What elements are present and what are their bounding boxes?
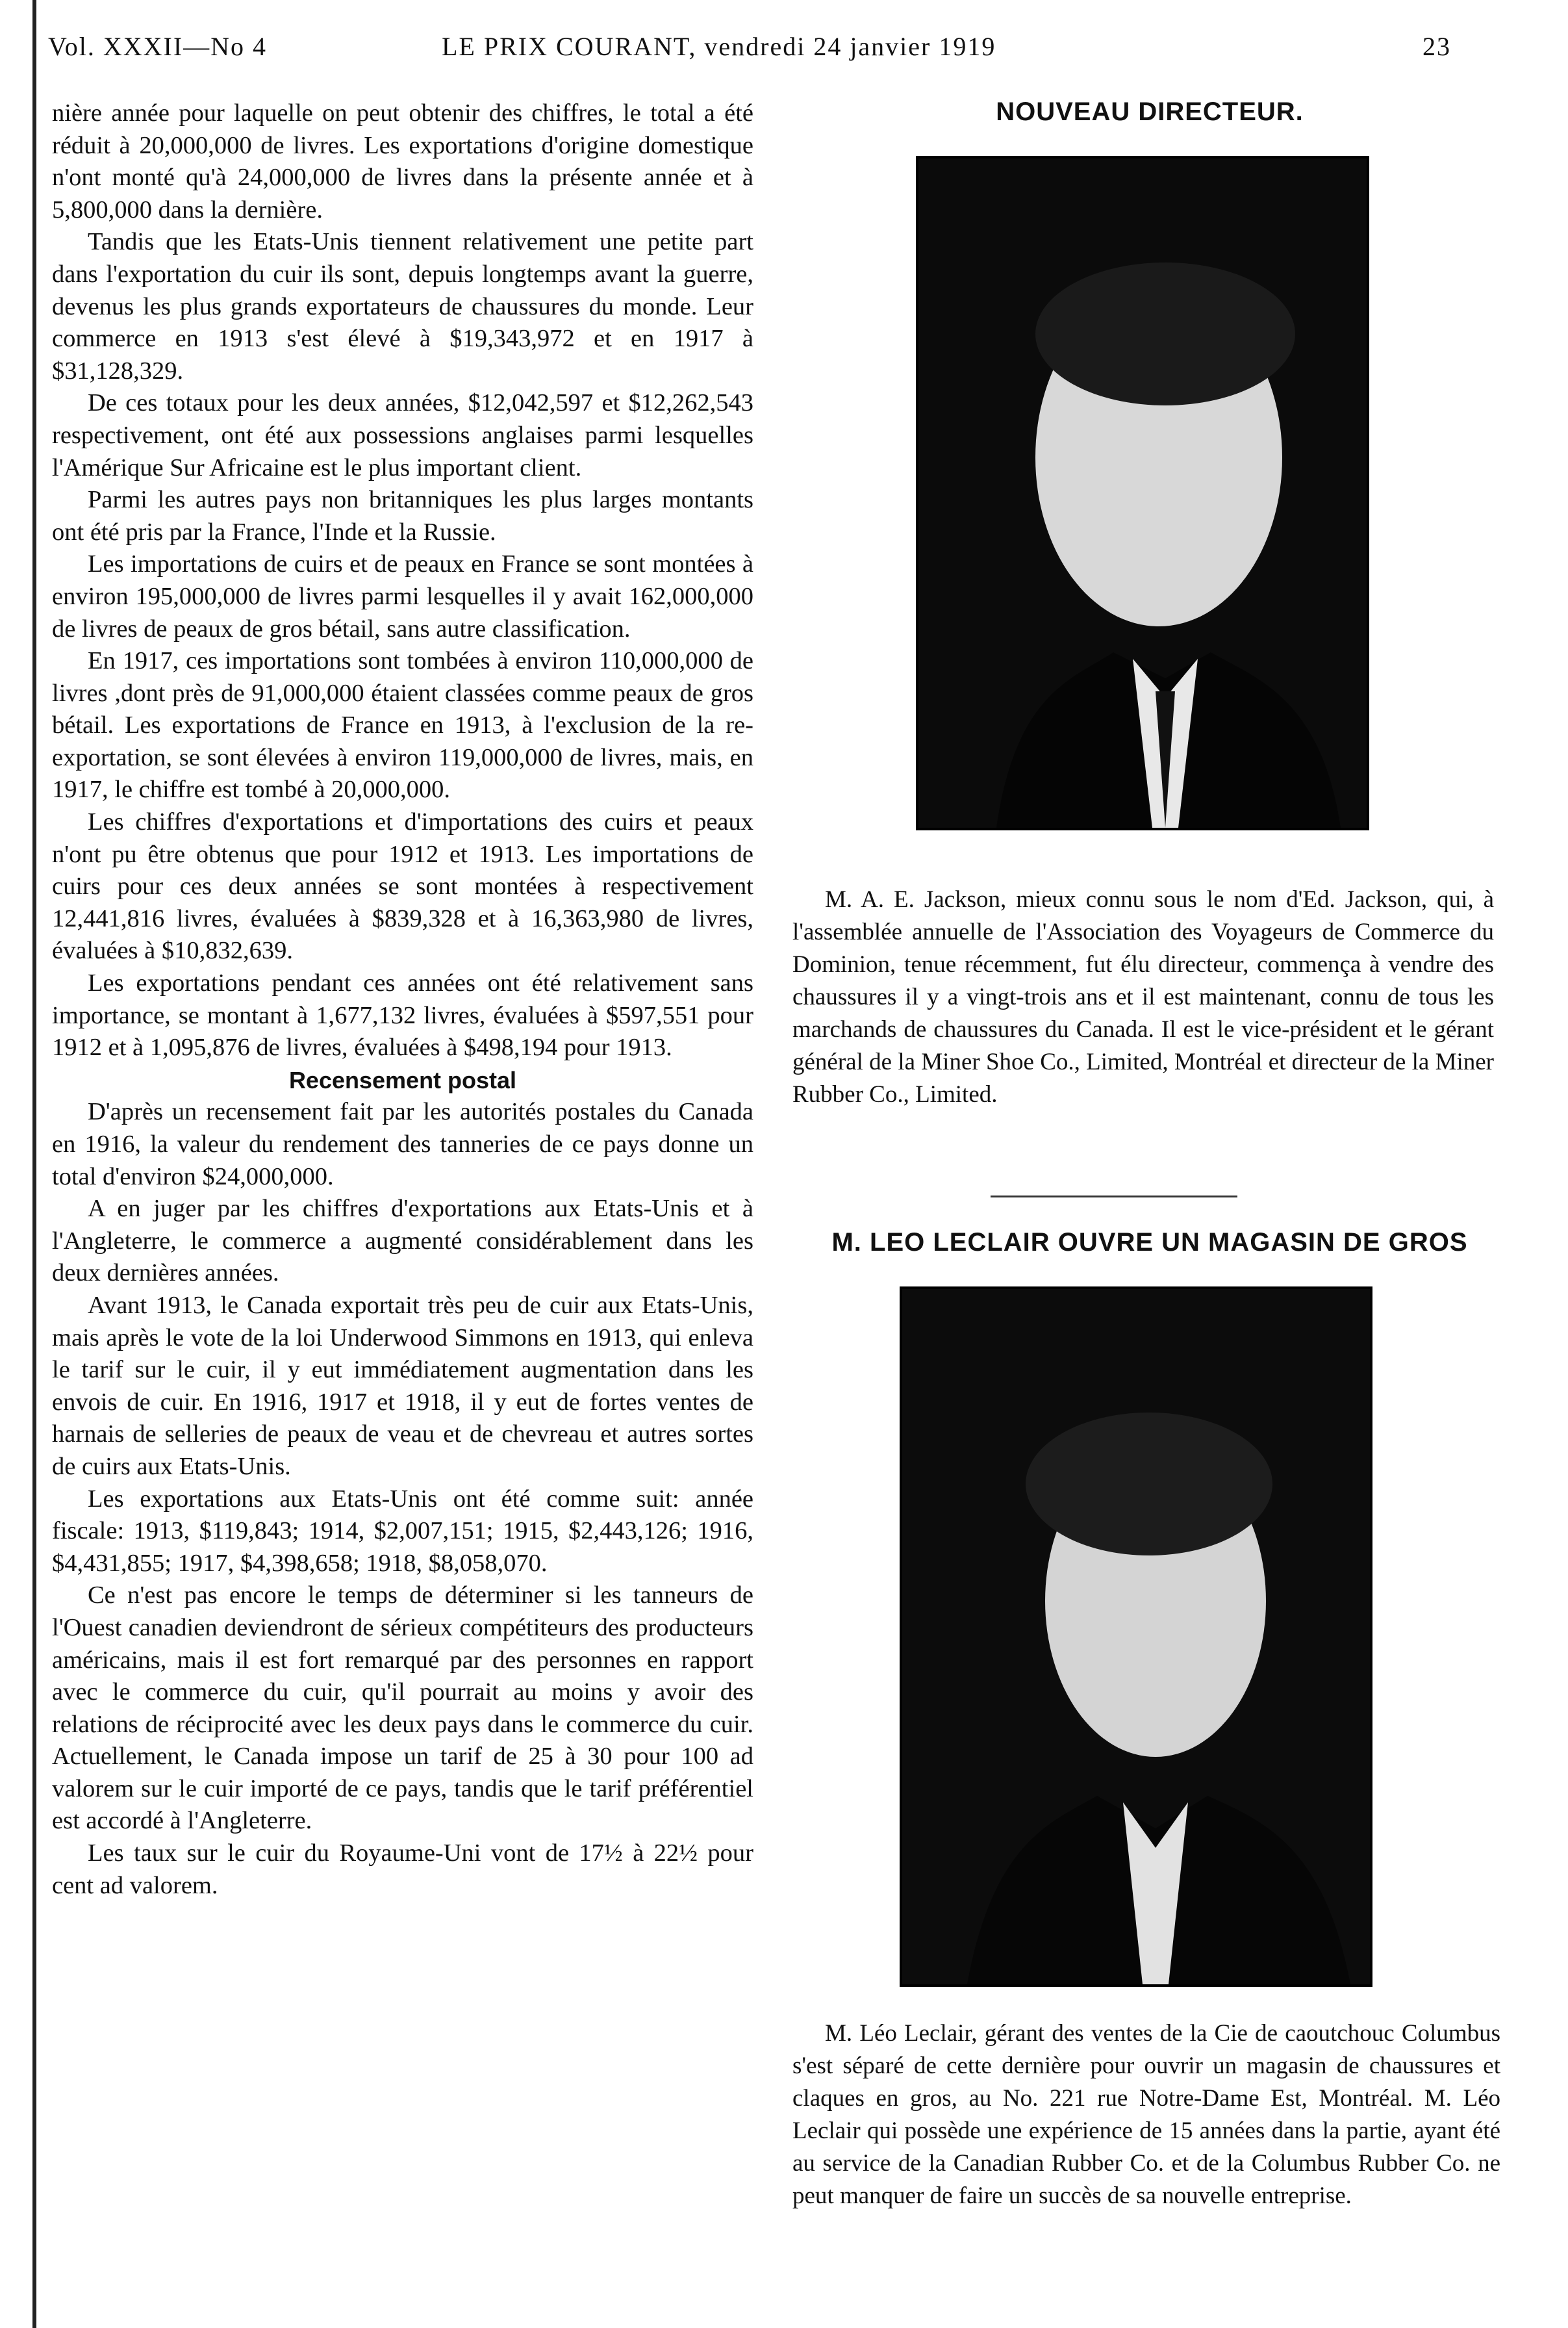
paragraph: En 1917, ces importations sont tombées à environ 110,000,000 de livres ,dont près de 91,000,000 étaient classées comme peaux de gros bétail. Les exportations de France en 1913, à l'exclusion de la re-exportation, se sont élevées à environ 119,000,000 de livres, mais, en 1917, le chiffre est tombé à 20,000,000. bbox=[52, 647, 753, 804]
paragraph: Ce n'est pas encore le temps de déterminer si les tanneurs de l'Ouest canadien deviendront de sérieux compétiteurs des producteurs américains, mais il est fort remarqué par des personnes en rapport avec le commerce du cuir, qu'il pourrait au moins y avoir des relations de réciprocité avec les deux pays dans le commerce du cuir. Actuellement, le Canada impose un tarif de 25 à 30 pour 100 ad valorem sur le cuir importé de ce pays, tandis que le tarif préférentiel est accordé à l'Angleterre. bbox=[52, 1581, 753, 1835]
paragraph: Parmi les autres pays non britanniques les plus larges montants ont été pris par la France, l'Inde et la Russie. bbox=[52, 486, 753, 546]
volume-label: Vol. XXXII—No 4 bbox=[48, 32, 268, 61]
paragraph: Avant 1913, le Canada exportait très peu de cuir aux Etats-Unis, mais après le vote de la loi Underwood Simmons en 1913, qui enleva le tarif sur le cuir, il y eut immédiatement augmentation dans les envois de cuir. En 1916, 1917 et 1918, il y eut de fortes ventes de harnais de selleries de peaux de veau et de chevreau et autres sortes de cuirs aux Etats-Unis. bbox=[52, 1291, 753, 1480]
portrait-leclair-graphic bbox=[902, 1289, 1370, 1984]
paragraph: Les chiffres d'exportations et d'importations des cuirs et peaux n'ont pu être obtenus que pour 1912 et 1913. Les importations de cuirs pour ces deux années se sont montées à respectivement 12,441,816 livres, évaluées à $839,328 et à 16,363,980 de livres, évaluées à $10,832,639. bbox=[52, 808, 753, 965]
page-header bbox=[39, 25, 1468, 70]
section-divider bbox=[991, 1196, 1237, 1197]
paragraph: Les taux sur le cuir du Royaume-Uni vont de 17½ à 22½ pour cent ad valorem. bbox=[52, 1839, 753, 1899]
portrait-photo-leclair bbox=[900, 1286, 1372, 1987]
publication-title: LE PRIX COURANT, vendredi 24 janvier 1919 bbox=[442, 32, 996, 61]
left-column-article bbox=[52, 97, 753, 2307]
paragraph: A en juger par les chiffres d'exportations aux Etats-Unis et à l'Angleterre, le commerce a augmenté considérablement dans les deux dernières années. bbox=[52, 1195, 753, 1287]
heading-leo-leclair: M. LEO LECLAIR OUVRE UN MAGASIN DE GROS bbox=[831, 1228, 1468, 1257]
caption-leclair: M. Léo Leclair, gérant des ventes de la Cie de caoutchouc Columbus s'est séparé de cette dernière pour ouvrir un magasin de chaussures et claques en gros, au No. 221 rue Notre-Dame Est, Montréal. M. Léo Leclair qui possède une expérience de 15 années dans la partie, ayant été au service de la Canadian Rubber Co. et de la Columbus Rubber Co. ne peut manquer de faire un succès de sa nouvelle entreprise. bbox=[792, 2020, 1500, 2209]
paragraph: D'après un recensement fait par les autorités postales du Canada en 1916, la valeur du rendement des tanneries de ce pays donne un total d'environ $24,000,000. bbox=[52, 1098, 753, 1190]
portrait-jackson-graphic bbox=[918, 159, 1367, 828]
page-edge-rule bbox=[32, 0, 36, 2328]
paragraph: Les importations de cuirs et de peaux en France se sont montées à environ 195,000,000 de livres parmi lesquelles il y avait 162,000,000 de livres de peaux de gros bétail, sans autre classification. bbox=[52, 550, 753, 643]
paragraph: De ces totaux pour les deux années, $12,042,597 et $12,262,543 respectivement, ont été aux possessions anglaises parmi lesquelles l'Amérique Sur Africaine est le plus important client. bbox=[52, 389, 753, 481]
paragraph: nière année pour laquelle on peut obtenir des chiffres, le total a été réduit à 20,000,000 de livres. Les exportations d'origine domestique n'ont monté qu'à 24,000,000 de livres dans la présente année et à 5,800,000 dans la dernière. bbox=[52, 99, 753, 224]
section-subhead: Recensement postal bbox=[288, 1066, 517, 1094]
paragraph: Les exportations aux Etats-Unis ont été comme suit: année fiscale: 1913, $119,843; 1914, $2,007,151; 1915, $2,443,126; 1916, $4,431,855; 1917, $4,398,658; 1918, $8,058,070. bbox=[52, 1485, 753, 1577]
paragraph: Les exportations pendant ces années ont été relativement sans importance, se montant à 1,677,132 livres, évaluées à $597,551 pour 1912 et à 1,095,876 de livres, évaluées à $498,194 pour 1913. bbox=[52, 969, 753, 1062]
page-number: 23 bbox=[1423, 32, 1451, 61]
portrait-photo-jackson bbox=[916, 156, 1369, 830]
paragraph: Tandis que les Etats-Unis tiennent relativement une petite part dans l'exportation du cuir ils sont, depuis longtemps avant la guerre, devenus les plus grands exportateurs de chaussures du monde. Leur commerce en 1913 s'est élevé à $19,343,972 et en 1917 à $31,128,329. bbox=[52, 228, 753, 385]
caption-jackson: M. A. E. Jackson, mieux connu sous le nom d'Ed. Jackson, qui, à l'assemblée annuelle de l'Association des Voyageurs de Commerce du Dominion, tenue récemment, fut élu directeur, commença à vendre des chaussures il y a vingt-trois ans et il est maintenant, connu de tous les marchands de chaussures du Canada. Il est le vice-président et le gérant général de la Miner Shoe Co., Limited, Montréal et directeur de la Miner Rubber Co., Limited. bbox=[792, 886, 1494, 1108]
heading-nouveau-directeur: NOUVEAU DIRECTEUR. bbox=[996, 97, 1304, 126]
